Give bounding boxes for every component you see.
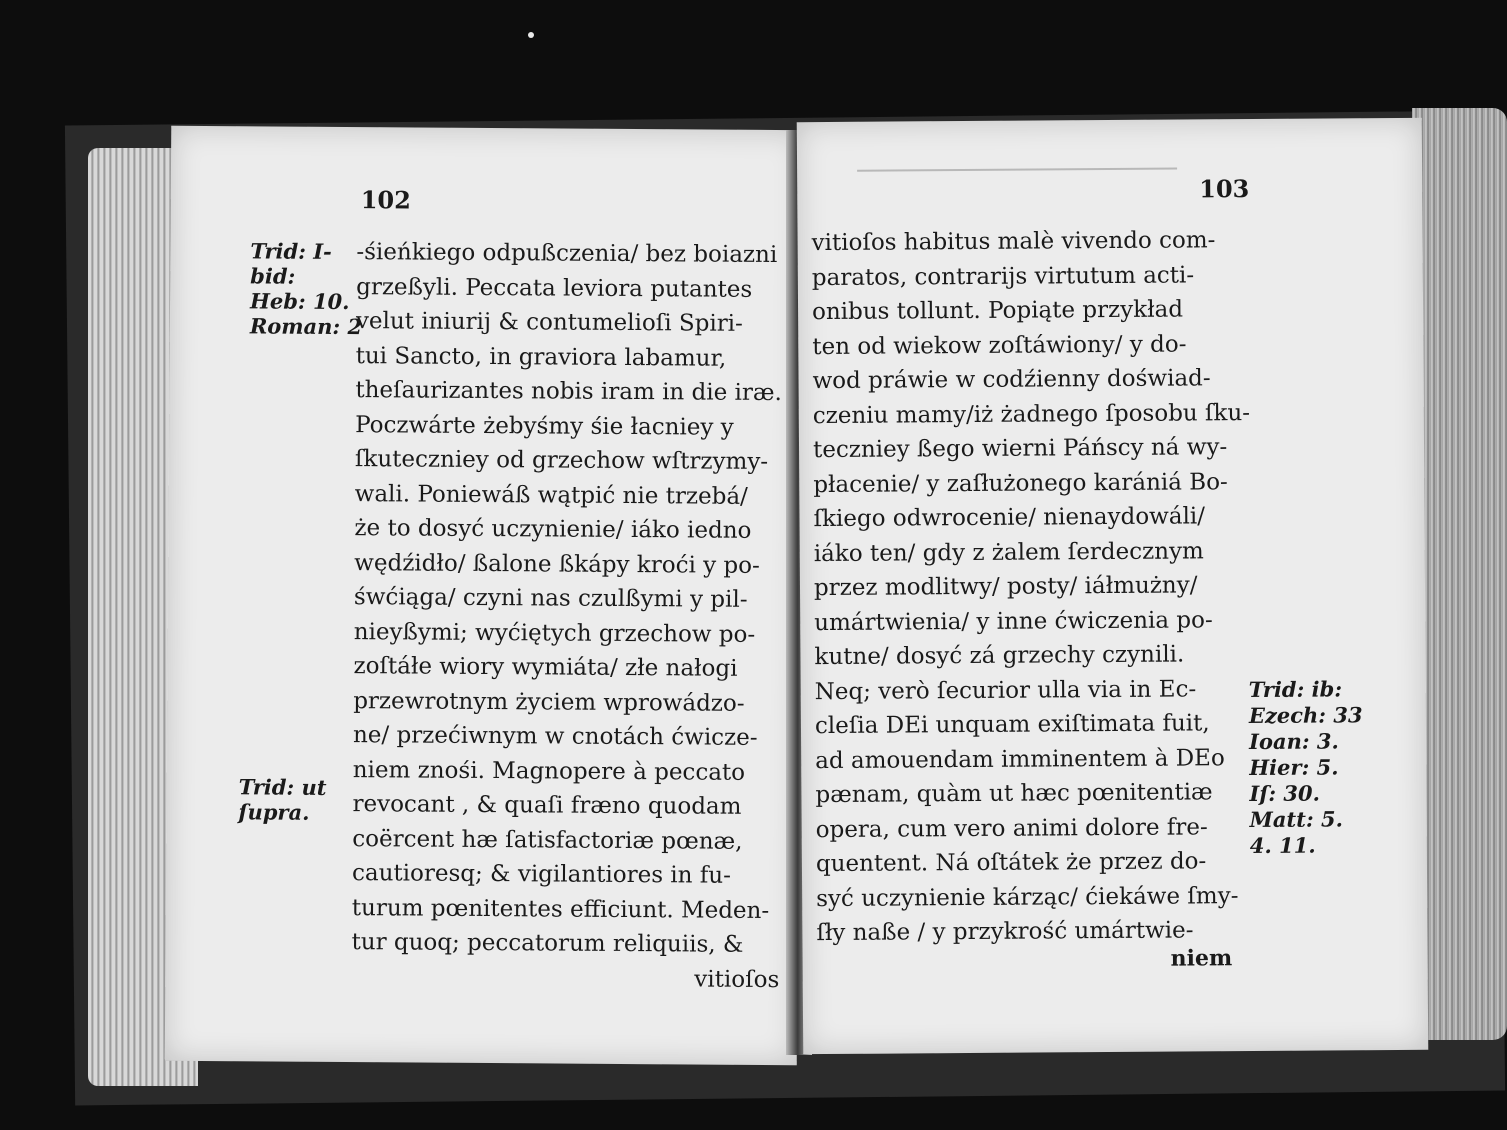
text-line: -śieńkiego odpußczenia/ bez boiazni xyxy=(356,239,778,269)
show-through-mark xyxy=(857,168,1177,172)
marginal-note-left-2 xyxy=(238,774,348,825)
marginal-note-line: 4. 11. xyxy=(1249,832,1316,859)
text-line: syć uczynienie kárząc/ ćiekáwe ſmy- xyxy=(816,882,1239,912)
text-line: revocant , & quaſi fræno quodam xyxy=(352,791,742,820)
text-line: nieyßymi; wyćiętych grzechow po- xyxy=(353,618,756,648)
marginal-note-line: Hier: 5. xyxy=(1249,754,1339,781)
text-line: zoſtáłe wiory wymiáta/ złe nałogi xyxy=(353,653,738,682)
right-page xyxy=(797,118,1428,1054)
marginal-note-line: Ioan: 3. xyxy=(1249,728,1339,755)
text-line: tui Sancto, in graviora labamur, xyxy=(355,342,727,372)
text-line: grzeßyli. Peccata leviora putantes xyxy=(356,273,753,303)
text-line: wali. Poniewáß wątpić nie trzebá/ xyxy=(354,480,748,510)
text-line: płacenie/ y zaſłużonego karániá Bo- xyxy=(813,468,1228,498)
page-number-right: 103 xyxy=(1199,174,1250,204)
text-line: ſły naße / y przykrość umártwie- xyxy=(816,917,1194,947)
marginal-note-line: Roman: 2 xyxy=(249,313,363,340)
text-line: wędźidło/ ßalone ßkápy kroći y po- xyxy=(354,549,760,579)
text-line: iáko ten/ gdy z żalem ſerdecznym xyxy=(813,537,1204,567)
marginal-note-right-1 xyxy=(1249,676,1400,859)
text-line: śwćiąga/ czyni nas czulßymi y pil- xyxy=(353,584,748,613)
text-line: teczniey ßego wierni Páńscy ná wy- xyxy=(812,434,1228,464)
text-line: cleſia DEi unquam exiſtimata fuit, xyxy=(814,710,1210,740)
marginal-note-line: Ezech: 33 xyxy=(1248,702,1363,729)
text-line: Neq; verò ſecurior ulla via in Ec- xyxy=(814,675,1197,705)
text-line: niem znośi. Magnopere à peccato xyxy=(352,756,746,786)
text-line: tur quoq; peccatorum reliquiis, & xyxy=(351,929,744,958)
text-line: velut iniurij & contumelioſi Spiri- xyxy=(355,308,743,337)
text-line: vitioſos habitus malè vivendo com- xyxy=(811,227,1216,257)
text-line: opera, cum vero animi dolore fre- xyxy=(815,813,1208,843)
left-page xyxy=(165,126,804,1065)
text-line: theſaurizantes nobis iram in die iræ. xyxy=(355,377,782,407)
text-line: wod práwie w codźienny doświad- xyxy=(812,365,1211,395)
text-line: przewrotnym życiem wprowádzo- xyxy=(353,687,745,717)
scan-dust-speck xyxy=(528,32,534,38)
text-line: ſkiego odwrocenie/ nienaydowáli/ xyxy=(813,503,1206,533)
marginal-note-line: Matt: 5. xyxy=(1249,806,1343,833)
marginal-note-line: ſupra. xyxy=(238,799,310,825)
text-line: cautioresq; & vigilantiores in fu- xyxy=(351,860,732,889)
text-line: umártwienia/ y inne ćwiczenia po- xyxy=(814,606,1213,636)
text-line: ſkuteczniey od grzechow wſtrzymy- xyxy=(354,446,769,475)
page-number-left: 102 xyxy=(360,185,411,215)
text-line: Poczwárte żebyśmy śie łacniey y xyxy=(355,411,734,441)
text-line: quentent. Ná oſtátek że przez do- xyxy=(815,848,1207,878)
text-line: czeniu mamy/iż żadnego ſposobu ſku- xyxy=(812,399,1251,429)
marginal-note-line: Iſ: 30. xyxy=(1249,780,1321,807)
marginal-note-line: Trid: ib: xyxy=(1248,676,1343,703)
text-line: kutne/ dosyć zá grzechy czynili. xyxy=(814,641,1185,671)
text-line: ten od wiekow zoſtáwiony/ y do- xyxy=(812,330,1187,360)
marginal-note-line: Trid: I- xyxy=(250,238,332,264)
text-line: pænam, quàm ut hæc pœnitentiæ xyxy=(815,779,1213,809)
text-line: że to dosyć uczynienie/ iáko iedno xyxy=(354,515,752,544)
text-line: turum pœnitentes efficiunt. Meden- xyxy=(351,894,770,924)
text-line: przez modlitwy/ posty/ iáłmużny/ xyxy=(813,572,1198,602)
marginal-note-line: Heb: 10. xyxy=(249,288,350,315)
text-line: ne/ przećiwnym w cnotách ćwicze- xyxy=(352,722,758,751)
text-line: onibus tollunt. Popiąte przykład xyxy=(811,296,1184,326)
right-page-text xyxy=(811,223,1256,951)
marginal-note-line: bid: xyxy=(250,263,296,289)
text-line: paratos, contrarijs virtutum acti- xyxy=(811,261,1195,291)
text-line: ad amouendam imminentem à DEo xyxy=(815,744,1225,774)
text-line-last: vitioſos xyxy=(694,965,780,993)
text-line: coërcent hæ ſatisfactoriæ pœnæ, xyxy=(352,825,743,855)
marginal-note-left-1 xyxy=(250,238,361,339)
marginal-note-line: Trid: ut xyxy=(238,774,327,800)
left-page-text xyxy=(351,235,784,997)
catchword: niem xyxy=(1170,945,1233,972)
